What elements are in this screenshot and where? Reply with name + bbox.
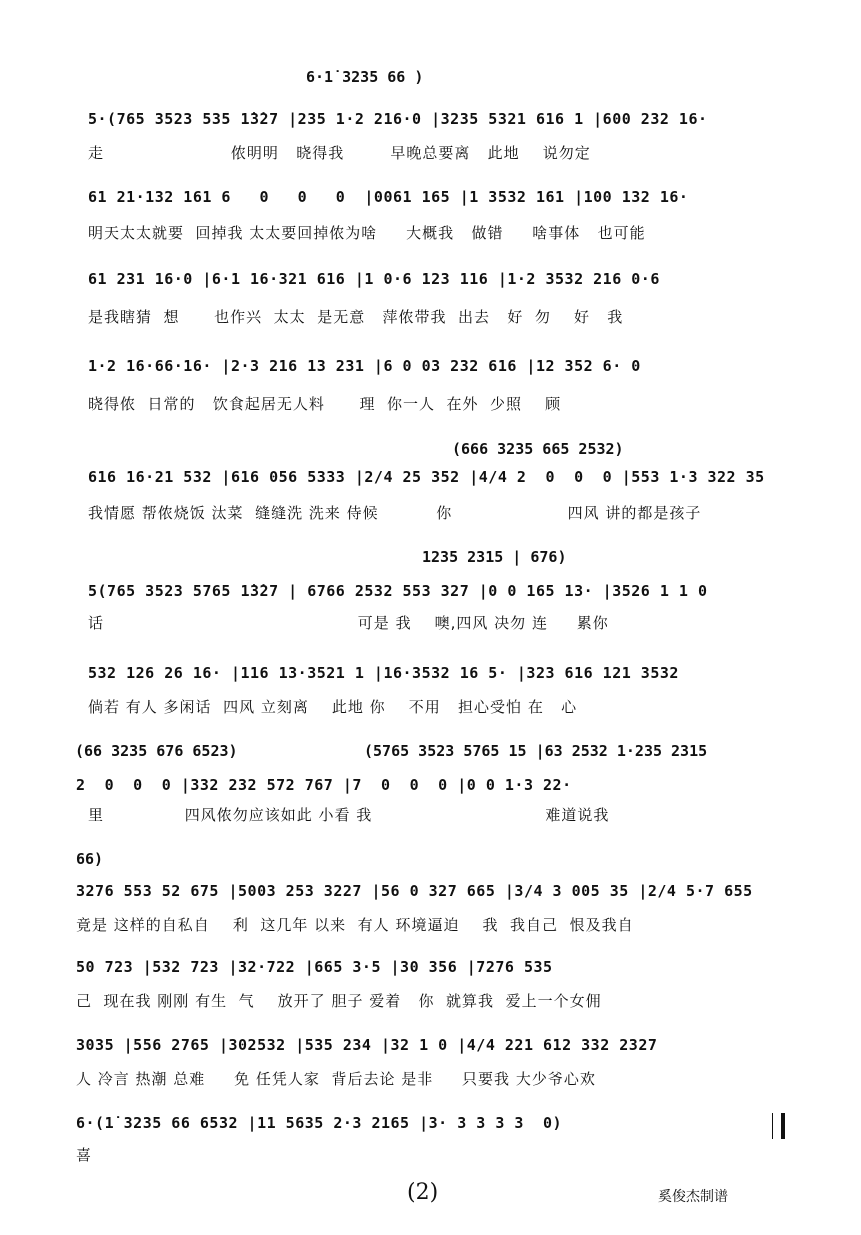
notes-line: 50 723 |532 723 |32·722 |665 3·5 |30 356 |7276 535 [76, 958, 553, 976]
overlay-notes: 1235 2315 | 676) [422, 548, 567, 566]
notes-line: 3276 553 52 675 |5003 253 3227 |56 0 327 665 |3/4 3 005 35 |2/4 5·7 655 [76, 882, 753, 900]
notes-line: 61 21·132 161 6 0 0 0 |0061 165 |1 3532 161 |100 132 16· [88, 188, 689, 206]
lyrics-line: 喜 [76, 1146, 93, 1164]
overlay-notes: (666 3235 665 2532) [452, 440, 624, 458]
notes-line: 6·(1̇ 3235 66 6532 |11 5635 2·3 2165 |3· 3 3 3 3 0) [76, 1114, 563, 1132]
header-overlay-notes: 6·1̇ 3235 66 ) [306, 68, 424, 86]
lyrics-line: 己 现在我 刚刚 有生 气 放开了 胆子 爱着 你 就算我 爱上一个女佣 [76, 992, 602, 1010]
lyrics-line: 里 四风侬勿应该如此 小看 我 难道说我 [88, 806, 610, 824]
lyrics-line: 人 冷言 热潮 总难 免 任凭人家 背后去论 是非 只要我 大少爷心欢 [76, 1070, 596, 1088]
lyrics-line: 走 侬明明 晓得我 早晚总要离 此地 说勿定 [88, 144, 591, 162]
notes-line: 3035 |556 2765 |302532 |535 234 |32 1 0 |4/4 221 612 332 2327 [76, 1036, 658, 1054]
lyrics-line: 竟是 这样的自私自 利 这几年 以来 有人 环境逼迫 我 我自己 恨及我自 [76, 916, 634, 934]
lyrics-line: 明天太太就要 回掉我 太太要回掉侬为啥 大概我 做错 啥事体 也可能 [88, 224, 646, 242]
notes-line: 616 16·21 532 |616 056 5333 |2/4 25 352 |4/4 2 0 0 0 |553 1·3 322 35 [88, 468, 765, 486]
credit-text: 奚俊杰制谱 [658, 1189, 728, 1205]
overlay-notes: (66 3235 676 6523) (5765 3523 5765 15 |63 2532 1·235 2315 [75, 742, 708, 760]
notes-line: 5·(765 3523 535 1̇3̇27 |235 1·2 216·0 |3235 5321 616 1 |600 232 16· [88, 110, 708, 128]
page-number: (2) [407, 1180, 439, 1205]
notes-line: 532 126 26 16· |116 13·3521 1 |16·3532 16 5· |323 616 121 3532 [88, 664, 679, 682]
lyrics-line: 话 可是 我 噢,四风 决勿 连 累你 [88, 614, 609, 632]
final-barline [772, 1113, 785, 1139]
lyrics-line: 是我瞎猜 想 也作兴 太太 是无意 萍侬带我 出去 好 勿 好 我 [88, 308, 624, 326]
notes-line: 2 0 0 0 |332 232 572 767 |7 0 0 0 |0 0 1·3 22· [76, 776, 572, 794]
overlay-notes: 66) [76, 850, 104, 868]
lyrics-line: 晓得侬 日常的 饮食起居无人料 理 你一人 在外 少照 顾 [88, 395, 562, 413]
notes-line: 61 231 16·0 |6·1 16·321 616 |1 0·6 123 116 |1·2 3532 216 0·6 [88, 270, 660, 288]
lyrics-line: 我情愿 帮侬烧饭 汰菜 缝缝洗 洗来 侍候 你 四风 讲的都是孩子 [88, 504, 702, 522]
notes-line: 5(765 3523 5765 1̇3̇27 | 6766 2532 553 327 |0 0 165 13· |3526 1 1 0 [88, 582, 708, 600]
lyrics-line: 倘若 有人 多闲话 四风 立刻离 此地 你 不用 担心受怕 在 心 [88, 698, 578, 716]
notes-line: 1·2 16·66·16· |2·3 216 13 231 |6 0 03 232 616 |12 352 6· 0 [88, 357, 641, 375]
